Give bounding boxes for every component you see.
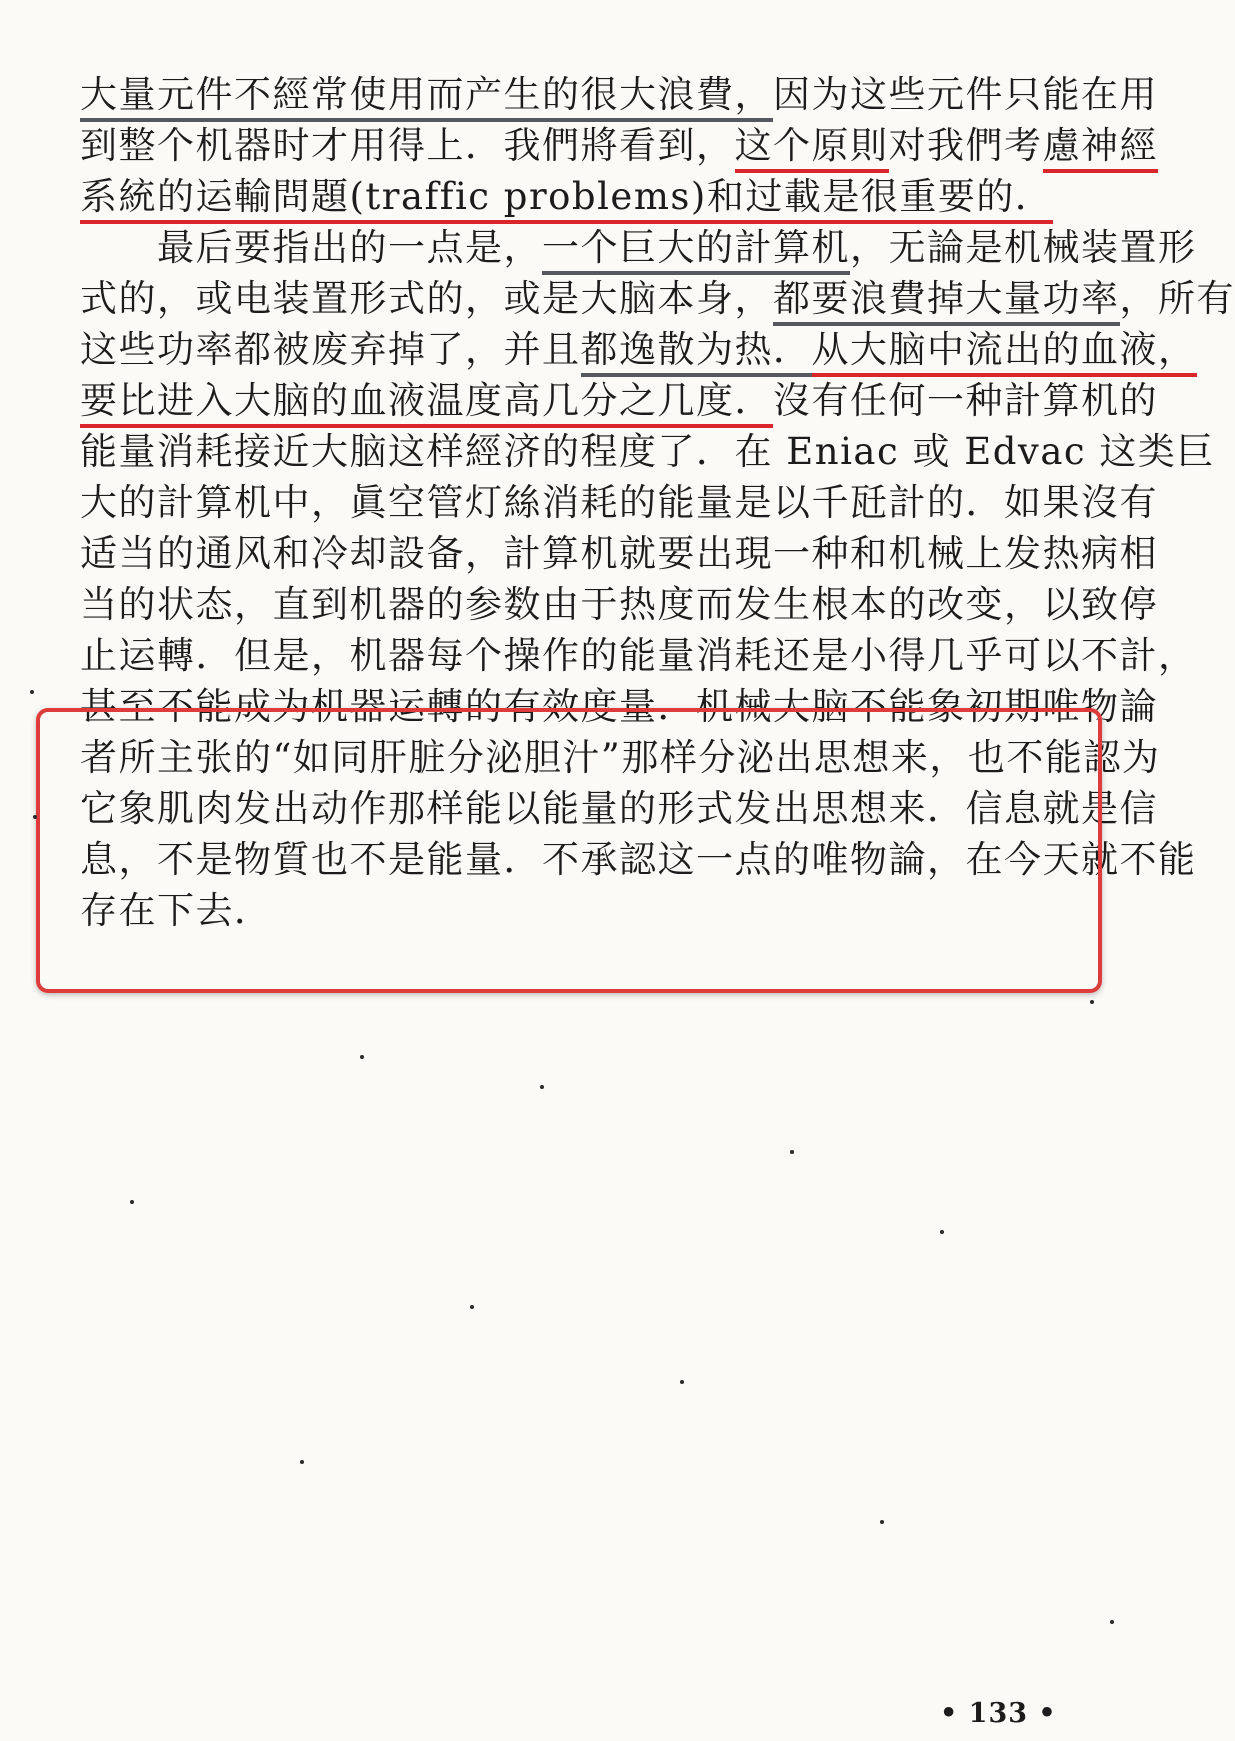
text-line	[80, 72, 1158, 118]
text-line	[80, 531, 1158, 577]
text-segment: 止运轉．但是，机器每个操作的能量消耗还是小得几乎可以不計，	[80, 634, 1197, 677]
text-segment: 最后要指出的一点是，	[80, 226, 542, 269]
text-segment: 这些功率都被废弃掉了，并且	[80, 328, 581, 371]
scan-speck	[940, 1230, 944, 1234]
scan-speck	[33, 815, 37, 819]
text-line	[80, 480, 1158, 526]
text-line	[80, 225, 1197, 271]
text-line	[80, 276, 1235, 322]
scan-speck	[360, 1055, 364, 1059]
scan-speck	[790, 1150, 794, 1154]
red-underlined-text: 系統的运輸問題(traffic problems)和过載是很重要的．	[80, 175, 1053, 224]
text-line	[80, 582, 1158, 628]
highlight-box	[36, 708, 1102, 993]
scan-speck	[300, 1460, 304, 1464]
red-underlined-text: 慮神經	[1043, 124, 1159, 173]
text-segment: 甚至不能成为机器运轉的有效度量．机械大脑不能象初期唯物論	[80, 685, 1158, 728]
text-segment: 存在下去．	[80, 889, 273, 932]
text-line	[80, 174, 1080, 220]
scan-speck	[880, 1520, 884, 1524]
red-underlined-text: 从大脑中流出的血液，	[812, 328, 1197, 377]
text-segment: ，所有	[1119, 277, 1235, 320]
scan-speck	[1110, 1620, 1114, 1624]
gray-underlined-text: 都逸散为热．	[581, 328, 812, 377]
text-segment: 者所主张的“如同肝脏分泌胆汁”那样分泌出思想来，也不能認为	[80, 736, 1161, 779]
red-underlined-text: 这个原則	[735, 124, 889, 173]
text-segment: 式的，或电装置形式的，或是大脑本身，	[80, 277, 773, 320]
text-segment: ，无論是机械装置形	[850, 226, 1197, 269]
text-segment: 沒有任何一种計算机的	[773, 379, 1158, 422]
text-segment: 因为这些元件只能在用	[773, 73, 1158, 116]
scan-speck	[540, 1085, 544, 1089]
text-segment: 到整个机器时才用得上．我們將看到，	[80, 124, 735, 167]
text-line	[80, 429, 1215, 475]
gray-underlined-text: 大量元件不經常使用而产生的很大浪費，	[80, 73, 773, 122]
text-segment: 能量消耗接近大脑这样經济的程度了．在 Eniac 或 Edvac 这类巨	[80, 430, 1215, 473]
text-segment: 大的計算机中，眞空管灯絲消耗的能量是以千瓩計的．如果沒有	[80, 481, 1158, 524]
scan-speck	[130, 1200, 134, 1204]
text-segment: 息，不是物質也不是能量．不承認这一点的唯物論，在今天就不能	[80, 838, 1197, 881]
scan-speck	[30, 690, 34, 694]
text-line	[80, 123, 1158, 169]
text-line	[80, 633, 1197, 679]
scan-speck	[680, 1380, 684, 1384]
page-number: • 133 •	[940, 1698, 1057, 1729]
gray-underlined-text: 一个巨大的計算机	[542, 226, 850, 275]
text-line	[80, 327, 1197, 373]
scan-speck	[1090, 1000, 1094, 1004]
text-segment: 对我們考	[888, 124, 1043, 167]
scan-speck	[470, 1305, 474, 1309]
text-segment: 当的状态，直到机器的参数由于热度而发生根本的改变，以致停	[80, 583, 1158, 626]
red-underlined-text: 要比进入大脑的血液温度高几分之几度．	[80, 379, 773, 428]
text-segment: 适当的通风和冷却設备，計算机就要出現一种和机械上发热病相	[80, 532, 1158, 575]
text-segment: 它象肌肉发出动作那样能以能量的形式发出思想来．信息就是信	[80, 787, 1158, 830]
gray-underlined-text: 都要浪費掉大量功率	[773, 277, 1120, 326]
text-line	[80, 378, 1158, 424]
